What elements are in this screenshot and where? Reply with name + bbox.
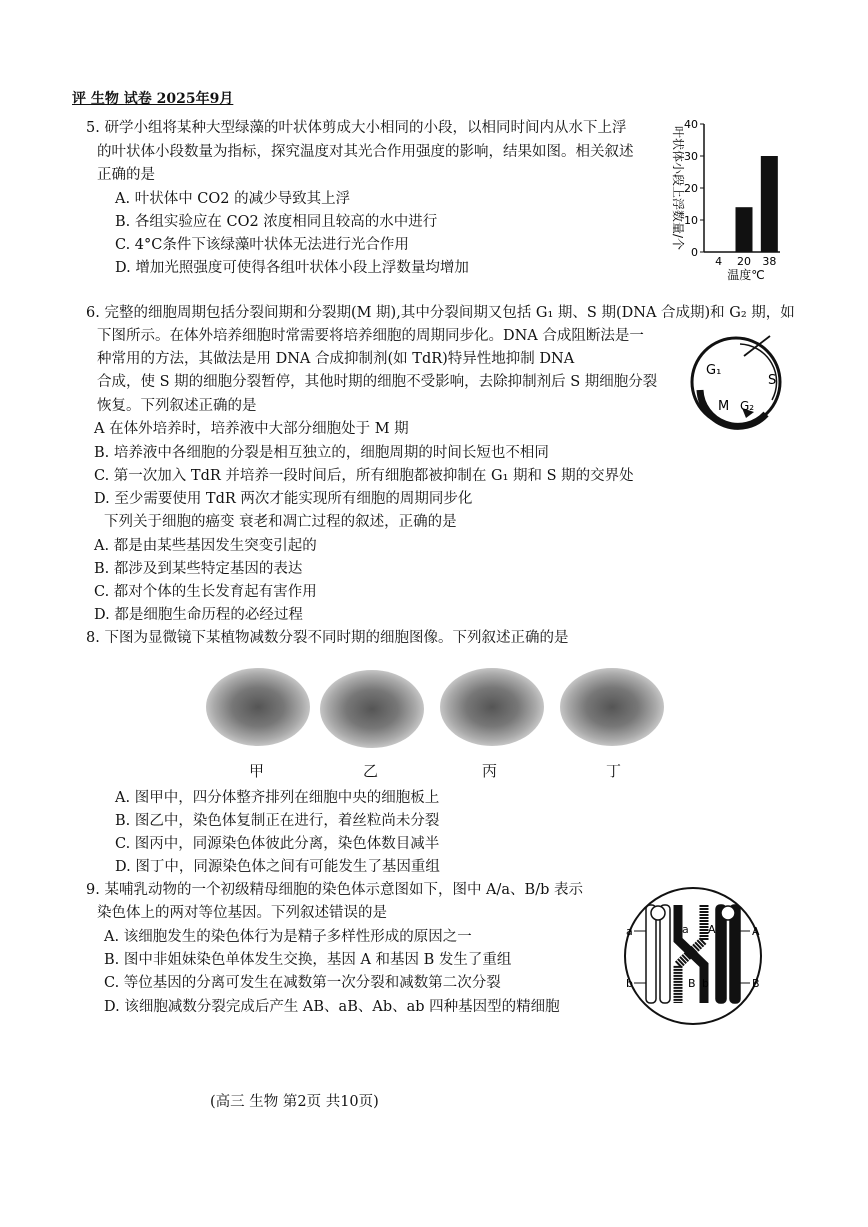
q6-stem-line-5: 恢复。下列叙述正确的是: [97, 398, 257, 414]
q6-option-b: B. 培养液中各细胞的分裂是相互独立的，细胞周期的时间长短也不相同: [94, 445, 549, 461]
chromosome-diagram: [618, 885, 768, 1027]
q7-option-c: C. 都对个体的生长发育起有害作用: [94, 584, 317, 600]
q6-option-a: A 在体外培养时，培养液中大部分细胞处于 M 期: [94, 421, 409, 437]
q9-stem-line-2: 染色体上的两对等位基因。下列叙述错误的是: [97, 905, 387, 921]
cell-image-ding: [560, 668, 664, 746]
q5-option-c: C. 4°C条件下该绿藻叶状体无法进行光合作用: [115, 237, 409, 253]
cell-label-jia: 甲: [249, 762, 265, 780]
q6-stem-line-3: 种常用的方法，其做法是用 DNA 合成抑制剂(如 TdR)特异性地抑制 DNA: [97, 351, 575, 367]
gene-label-A-2: A: [752, 925, 760, 938]
chart-x-tick-label: 4: [715, 255, 723, 268]
cell-image-yi: [320, 670, 424, 748]
gene-label-b-1: b: [626, 977, 633, 990]
cell-image-jia: [206, 668, 310, 746]
gene-label-A-1: A: [708, 923, 716, 936]
cell-cycle-diagram: [682, 328, 794, 434]
label-m: M: [718, 399, 730, 414]
q9-stem-line-1: 9. 某哺乳动物的一个初级精母细胞的染色体示意图如下，图中 A/a、B/b 表示: [86, 882, 583, 898]
label-s: S: [768, 373, 777, 388]
label-g1: G₁: [706, 363, 722, 378]
gene-label-b-2: b: [702, 977, 709, 990]
q8-option-a: A. 图甲中，四分体整齐排列在细胞中央的细胞板上: [115, 790, 440, 806]
q9-option-a: A. 该细胞发生的染色体行为是精子多样性形成的原因之一: [104, 929, 472, 945]
chart-y-tick-label: 10: [684, 214, 698, 227]
q7-stem: 下列关于细胞的癌变 衰老和凋亡过程的叙述，正确的是: [104, 514, 457, 530]
q8-option-b: B. 图乙中，染色体复制正在进行，着丝粒尚未分裂: [115, 813, 440, 829]
gene-label-a-1: a: [626, 925, 633, 938]
chart-y-tick-label: 0: [691, 246, 698, 259]
q6-option-c: C. 第一次加入 TdR 并培养一段时间后，所有细胞都被抑制在 G₁ 期和 S 期的交界处: [94, 468, 634, 484]
cell-image-bing: [440, 668, 544, 746]
q5-option-a: A. 叶状体中 CO2 的减少导致其上浮: [115, 191, 351, 207]
q8-option-d: D. 图丁中，同源染色体之间有可能发生了基因重组: [115, 859, 440, 875]
chart-y-tick-label: 20: [684, 182, 698, 195]
q8-stem: 8. 下图为显微镜下某植物减数分裂不同时期的细胞图像。下列叙述正确的是: [86, 630, 569, 646]
gene-label-B-1: B: [688, 977, 696, 990]
q5-bar-chart: [662, 112, 788, 290]
q5-option-d: D. 增加光照强度可使得各组叶状体小段上浮数量均增加: [115, 260, 469, 276]
q5-stem-line-1: 5. 研学小组将某种大型绿藻的叶状体剪成大小相同的小段，以相同时间内从水下上浮: [86, 120, 627, 136]
chart-bar: [736, 207, 753, 252]
cell-label-ding: 丁: [606, 762, 622, 780]
q5-option-b: B. 各组实验应在 CO2 浓度相同且较高的水中进行: [115, 214, 438, 230]
q7-option-a: A. 都是由某些基因发生突变引起的: [94, 538, 317, 554]
chart-bar: [761, 156, 778, 252]
page-footer: (高三 生物 第2页 共10页): [210, 1094, 379, 1110]
q9-option-c: C. 等位基因的分离可发生在减数第一次分裂和减数第二次分裂: [104, 975, 501, 991]
q7-option-d: D. 都是细胞生命历程的必经过程: [94, 607, 303, 623]
q9-option-b: B. 图中非姐妹染色单体发生交换，基因 A 和基因 B 发生了重组: [104, 952, 512, 968]
q8-option-c: C. 图丙中，同源染色体彼此分离，染色体数目减半: [115, 836, 440, 852]
cell-label-bing: 丙: [482, 762, 498, 780]
chart-x-axis-label: 温度℃: [727, 268, 765, 282]
gene-label-a-2: a: [682, 923, 689, 936]
chart-x-tick-label: 20: [737, 255, 751, 268]
chart-x-tick-label: 38: [762, 255, 777, 268]
q7-option-b: B. 都涉及到某些特定基因的表达: [94, 561, 303, 577]
q6-stem-line-2: 下图所示。在体外培养细胞时常需要将培养细胞的周期同步化。DNA 合成阻断法是一: [97, 328, 644, 344]
q6-option-d: D. 至少需要使用 TdR 两次才能实现所有细胞的周期同步化: [94, 491, 473, 507]
q6-stem-line-4: 合成，使 S 期的细胞分裂暂停，其他时期的细胞不受影响，去除抑制剂后 S 期细胞分裂: [97, 374, 658, 390]
cell-label-yi: 乙: [363, 762, 379, 780]
q6-stem-line-1: 6. 完整的细胞周期包括分裂间期和分裂期(M 期),其中分裂间期又包括 G₁ 期、S 期(DNA 合成期)和 G₂ 期，如: [86, 305, 795, 321]
q5-stem-line-2: 的叶状体小段数量为指标，探究温度对其光合作用强度的影响，结果如图。相关叙述: [97, 144, 634, 160]
label-g2: G₂: [740, 399, 755, 413]
q5-stem-line-3: 正确的是: [97, 167, 155, 183]
chart-y-tick-label: 40: [684, 118, 698, 131]
q9-option-d: D. 该细胞减数分裂完成后产生 AB、aB、Ab、ab 四种基因型的精细胞: [104, 999, 560, 1015]
chart-y-tick-label: 30: [684, 150, 698, 163]
gene-label-B-2: B: [752, 977, 760, 990]
page-header: 评 生物 试卷 2025年9月: [72, 91, 234, 107]
chart-y-axis-label: 叶状体小段上浮数量/个: [671, 125, 685, 251]
